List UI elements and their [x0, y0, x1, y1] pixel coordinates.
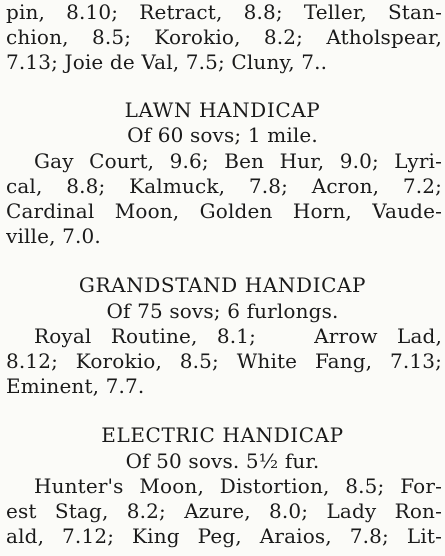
lawn-handicap-conditions: Of 60 sovs; 1 mile. — [127, 123, 318, 147]
grandstand-handicap-line-3: Eminent, 7.7. — [6, 374, 145, 398]
lawn-handicap-title: LAWN HANDICAP — [124, 98, 321, 122]
fragment-line-2: chion, 8.5; Korokio, 8.2; Atholspear, — [6, 25, 442, 49]
fragment-line-1: pin, 8.10; Retract, 8.8; Teller, Stan- — [6, 0, 442, 24]
electric-handicap-conditions: Of 50 sovs. 5½ fur. — [125, 449, 320, 473]
fragment-line-3: 7.13; Joie de Val, 7.5; Cluny, 7.. — [6, 50, 328, 74]
lawn-handicap-line-4: ville, 7.0. — [6, 224, 101, 248]
grandstand-handicap-conditions: Of 75 sovs; 6 furlongs. — [106, 299, 339, 323]
grandstand-handicap-line-2: 8.12; Korokio, 8.5; White Fang, 7.13; — [6, 349, 442, 373]
lawn-handicap-line-3: Cardinal Moon, Golden Horn, Vaude- — [6, 199, 442, 223]
grandstand-handicap-line-1: Royal Routine, 8.1; Arrow Lad, — [34, 324, 442, 348]
electric-handicap-line-1: Hunter's Moon, Distortion, 8.5; For- — [34, 474, 442, 498]
electric-handicap-line-3: ald, 7.12; King Peg, Araios, 7.8; Lit- — [6, 524, 442, 548]
grandstand-handicap-title: GRANDSTAND HANDICAP — [78, 273, 367, 297]
lawn-handicap-line-2: cal, 8.8; Kalmuck, 7.8; Acron, 7.2; — [6, 174, 442, 198]
electric-handicap-line-2: est Stag, 8.2; Azure, 8.0; Lady Ron- — [6, 499, 442, 523]
electric-handicap-title: ELECTRIC HANDICAP — [101, 423, 344, 447]
lawn-handicap-line-1: Gay Court, 9.6; Ben Hur, 9.0; Lyri- — [34, 149, 442, 173]
